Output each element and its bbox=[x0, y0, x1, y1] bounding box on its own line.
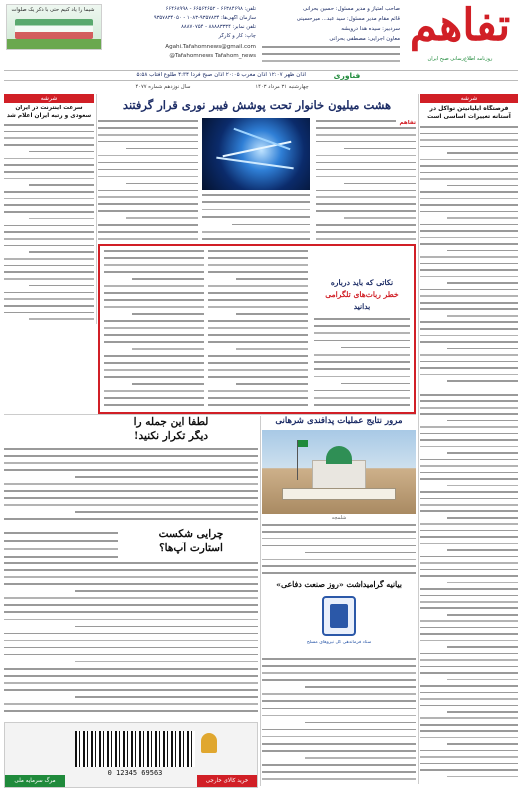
left-ad-label bbox=[5, 775, 65, 787]
emblem-inner bbox=[330, 604, 348, 628]
date-bar bbox=[4, 70, 518, 81]
left-column-title: سرعت اینترنت در ایران سعودی و رتبه ایران اعلام شد bbox=[6, 105, 92, 119]
social-handles[interactable]: @Tafahomnews Tafahom_news bbox=[169, 53, 256, 59]
contact-ads: سازمان آگهی‌ها: ۹۳۵۷۸۳۴-۱۰۸۳ - ۹۳۵۷۸۳۴۰۵۰ bbox=[153, 15, 256, 21]
worker-figure-icon bbox=[201, 733, 217, 753]
left-section-tag: شرشه bbox=[4, 94, 94, 103]
right-column-body-2 bbox=[420, 394, 518, 778]
logo-subtitle: روزنامه اطلاع‌رسانی صبح ایران bbox=[427, 56, 493, 62]
story-2 bbox=[262, 416, 416, 576]
barcode-graphic bbox=[75, 731, 195, 767]
masthead bbox=[0, 0, 522, 92]
story-4 bbox=[4, 528, 258, 718]
issue-date: چهارشنبه ۳۱ مرداد ۱۴۰۳ bbox=[255, 84, 309, 90]
shrine-caption: شلمچه bbox=[331, 515, 347, 521]
story-3-title-1[interactable]: لطفا این جمله را bbox=[133, 416, 209, 428]
main-story-col-mid bbox=[202, 194, 310, 240]
tagline-text: شیما را یاد کنیم حتی با ذکر یک صلوات bbox=[11, 7, 95, 13]
print-info: چاپ: کار و کارگر bbox=[218, 33, 256, 39]
story-3 bbox=[4, 416, 258, 524]
footer-ad[interactable] bbox=[4, 722, 258, 788]
story-4-title-2[interactable]: استارت آپ‌ها؟ bbox=[159, 542, 223, 554]
quote-body-right bbox=[314, 318, 410, 406]
editor-line: قائم مقام مدیر مسئول: سید عبد... میرحسینی bbox=[296, 16, 400, 22]
emblem-caption: ستاد فرماندهی کل نیروهای مسلح bbox=[306, 640, 372, 645]
rule-v-3 bbox=[260, 416, 261, 786]
shrine-building bbox=[312, 460, 366, 490]
tagline-banner bbox=[6, 4, 102, 50]
story-3-body-a bbox=[4, 448, 258, 520]
quote-body-mid bbox=[208, 250, 308, 406]
prayer-times: اذان ظهر ۱۲:۰۷ اذان مغرب ۲۰:۰۵ اذان صبح فردا ۴:۳۴ طلوع آفتاب ۵:۵۸ bbox=[136, 72, 306, 78]
story-3-title-2[interactable]: دیگر تکرار نکنید! bbox=[133, 430, 209, 442]
right-column-body bbox=[420, 126, 518, 382]
right-ad-label bbox=[197, 775, 257, 787]
left-ad-caption: مرگ سرمایه ملی bbox=[14, 778, 56, 784]
right-ad-caption: خرید کالای خارجی bbox=[205, 778, 249, 784]
contact-phone: تلفن: ۶۶۳۸۴۶۹۸ - ۶۶۵۶۴۶۵۲ - ۶۶۴۶۸۹۹۸ bbox=[165, 6, 256, 12]
publisher-line: صاحب امتیاز و مدیر مسئول: حسین بحرانی bbox=[303, 6, 400, 12]
contact-fax: تلفن نمابر: ۸۸۸۸۳۳۳۴ - ۸۸۸۷۰۷۵۴ bbox=[181, 24, 256, 30]
left-column bbox=[4, 94, 94, 324]
right-column bbox=[420, 94, 518, 784]
quote-line-3: بدانید bbox=[353, 302, 371, 311]
section-title: فناوری bbox=[333, 71, 361, 80]
emblem-icon bbox=[322, 596, 356, 636]
right-column-title: فرصتگاه ایلیانیتن تواکل در آستانه تغییرات اساسی است bbox=[427, 105, 511, 120]
quote-body-left bbox=[104, 250, 204, 406]
fiber-strand-2 bbox=[216, 157, 294, 170]
issue-number: سال نوزدهم شماره ۴۰۷۷ bbox=[135, 84, 191, 90]
shrine-photo bbox=[262, 430, 416, 514]
shrine-dome bbox=[326, 446, 352, 464]
main-story-lead-label: تفاهم bbox=[396, 120, 416, 126]
chief-line: سردبیر: سیده هدا درویشه bbox=[341, 26, 400, 32]
email-link[interactable]: Agahi.Tafahomnews@gmail.com bbox=[165, 44, 256, 50]
quote-line-1: نکاتی که باید درباره bbox=[330, 278, 394, 287]
defense-emblem bbox=[298, 596, 380, 652]
left-column-body bbox=[4, 124, 94, 320]
rule-v-2 bbox=[418, 94, 419, 784]
rule-h-1 bbox=[4, 414, 416, 415]
story-2-body bbox=[262, 524, 416, 574]
flag-icon bbox=[15, 19, 93, 39]
deputy-line: معاون اجرایی: مصطفی بحرانی bbox=[329, 36, 400, 42]
address-lines bbox=[262, 46, 400, 62]
fiber-optic-photo bbox=[202, 118, 310, 190]
main-story-col-right bbox=[316, 120, 416, 240]
story-4-title-1[interactable]: چرایی شکست bbox=[158, 528, 224, 540]
logo bbox=[402, 0, 518, 66]
main-story-col-left bbox=[98, 120, 198, 240]
wall-banner bbox=[282, 488, 396, 500]
green-flag-icon bbox=[298, 440, 308, 447]
flagpole bbox=[297, 440, 298, 480]
story-2-title[interactable]: مرور نتایج عملیات پدافندی شرهانی bbox=[275, 416, 403, 426]
boxed-quote-inner bbox=[100, 246, 414, 412]
logo-text: تفاهم bbox=[409, 0, 511, 51]
story-4-body-top bbox=[4, 532, 118, 558]
story-5-title[interactable]: بیانیه گرامیداشت «روز صنعت دفاعی» bbox=[276, 580, 402, 589]
story-4-body bbox=[4, 562, 258, 712]
story-5-body bbox=[262, 658, 416, 780]
story-5 bbox=[262, 580, 416, 784]
main-story-title[interactable]: هشت میلیون خانوار تحت پوشش فیبر نوری قرار گرفتند bbox=[122, 98, 392, 112]
quote-line-2: خطر ربات‌های تلگرامی bbox=[325, 290, 399, 299]
rule-v-1 bbox=[96, 94, 97, 324]
fiber-strand-1 bbox=[223, 141, 292, 158]
grass-illustration bbox=[7, 39, 101, 49]
barcode-number: 0 12345 69563 bbox=[107, 769, 163, 777]
right-section-tag: شرشه bbox=[420, 94, 518, 103]
